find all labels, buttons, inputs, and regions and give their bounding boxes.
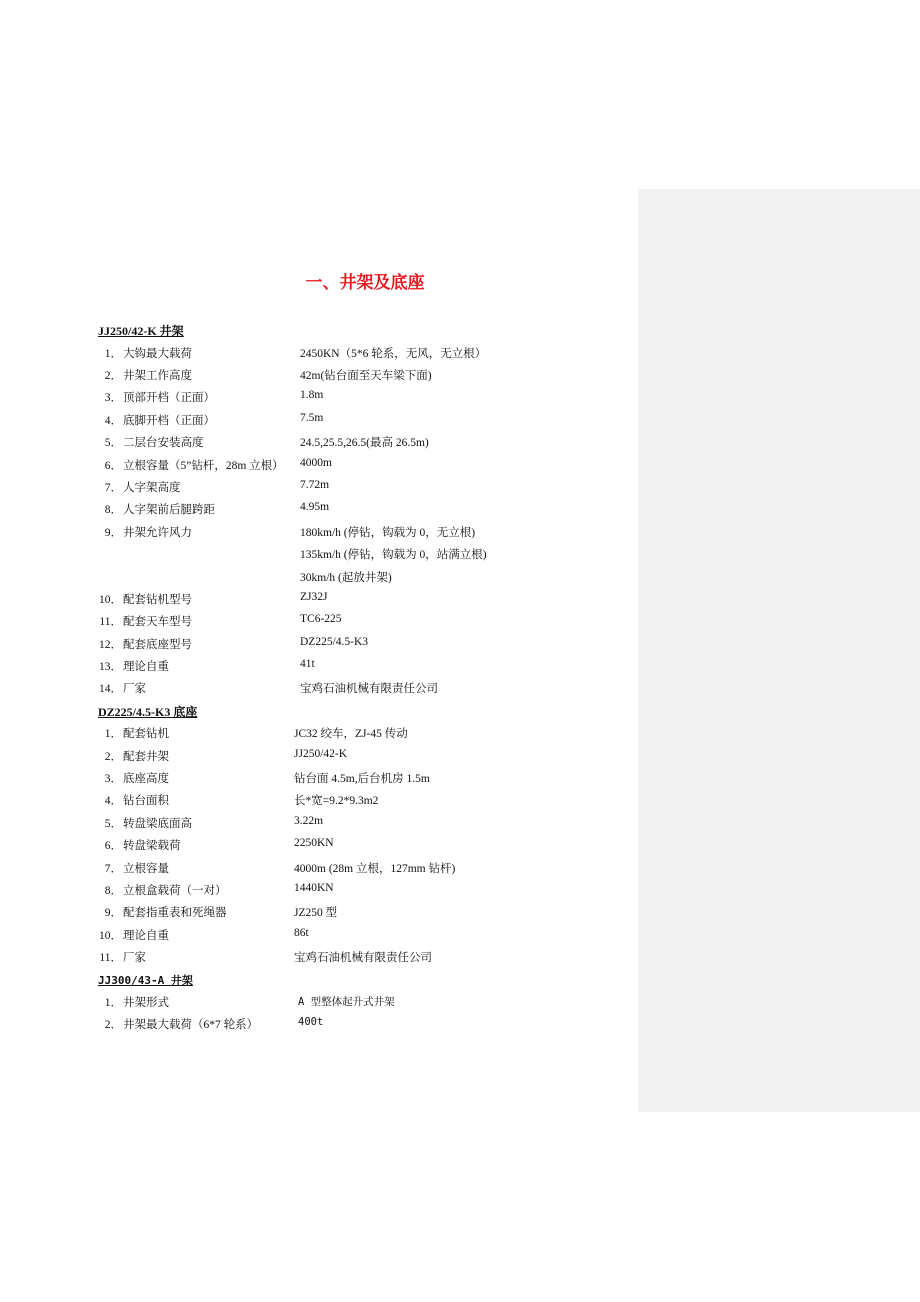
spec-value: 42m(钻台面至天车梁下面) (300, 370, 432, 382)
spec-value: A 型整体起升式井架 (298, 996, 395, 1008)
spec-value: 7.72m (300, 479, 330, 491)
spec-value: TC6-225 (300, 613, 342, 625)
spec-value: 30km/h (起放井架) (300, 572, 392, 584)
spec-label: 井架允许风力 (123, 527, 192, 539)
spec-label: 配套钻机 (123, 728, 169, 740)
spec-label: 大钩最大载荷 (123, 348, 192, 360)
spec-label: 厂家 (123, 952, 146, 964)
row-number: 11． (99, 952, 122, 964)
row-number: 2． (104, 1019, 122, 1031)
page-title: 一、井架及底座 (305, 273, 425, 293)
row-number: 7． (104, 482, 122, 494)
row-number: 6． (104, 460, 122, 472)
row-number: 10． (99, 594, 122, 606)
spec-label: 配套指重表和死绳器 (123, 907, 227, 919)
spec-label: 人字架前后腿跨距 (123, 504, 215, 516)
spec-label: 立根容量 (123, 863, 169, 875)
spec-label: 二层台安装高度 (123, 437, 204, 449)
row-number: 4． (104, 415, 122, 427)
row-number: 10． (99, 930, 122, 942)
spec-label: 配套天车型号 (123, 616, 192, 628)
spec-value: 宝鸡石油机械有限责任公司 (300, 683, 438, 695)
spec-value: 长*宽=9.2*9.3m2 (294, 795, 379, 807)
spec-value: 400t (298, 1016, 324, 1028)
row-number: 3． (104, 392, 122, 404)
row-number: 9． (104, 907, 122, 919)
row-number: 1． (104, 348, 122, 360)
row-number: 5． (104, 818, 122, 830)
row-number: 3． (104, 773, 122, 785)
spec-value: 钻台面 4.5m,后台机房 1.5m (294, 773, 430, 785)
spec-label: 井架最大载荷（6*7 轮系） (123, 1019, 259, 1031)
row-number: 8． (104, 504, 122, 516)
spec-label: 厂家 (123, 683, 146, 695)
row-number: 12． (99, 639, 122, 651)
row-number: 9． (104, 527, 122, 539)
section-heading-jj300: JJ300/43-A 井架 (98, 974, 193, 987)
spec-label: 人字架高度 (123, 482, 181, 494)
spec-label: 井架工作高度 (123, 370, 192, 382)
spec-value: JJ250/42-K (294, 748, 348, 760)
spec-label: 顶部开档（正面） (123, 392, 215, 404)
spec-label: 转盘梁底面高 (123, 818, 192, 830)
spec-value: 41t (300, 658, 315, 670)
spec-label: 配套井架 (123, 751, 169, 763)
row-number: 8． (104, 885, 122, 897)
spec-value: 2450KN（5*6 轮系，无风，无立根） (300, 348, 487, 360)
row-number: 5． (104, 437, 122, 449)
row-number: 7． (104, 863, 122, 875)
row-number: 11． (99, 616, 122, 628)
spec-value: 7.5m (300, 412, 324, 424)
row-number: 1． (104, 728, 122, 740)
row-number: 13． (99, 661, 122, 673)
spec-value: 135km/h (停钻，钩载为 0，站满立根) (300, 549, 487, 561)
spec-value: DZ225/4.5-K3 (300, 636, 369, 648)
spec-value: 1.8m (300, 389, 324, 401)
spec-label: 钻台面积 (123, 795, 169, 807)
spec-label: 底脚开档（正面） (123, 415, 215, 427)
section-heading-dz225: DZ225/4.5-K3 底座 (98, 705, 198, 719)
spec-value: 4000m (28m 立根，127mm 钻杆) (294, 863, 456, 875)
spec-label: 底座高度 (123, 773, 169, 785)
row-number: 6． (104, 840, 122, 852)
row-number: 4． (104, 795, 122, 807)
row-number: 2． (104, 751, 122, 763)
spec-label: 转盘梁载荷 (123, 840, 181, 852)
spec-value: 宝鸡石油机械有限责任公司 (294, 952, 432, 964)
row-number: 2． (104, 370, 122, 382)
row-number: 1． (104, 997, 122, 1009)
spec-label: 立根盒载荷（一对） (123, 885, 227, 897)
row-number: 14． (99, 683, 122, 695)
spec-label: 配套底座型号 (123, 639, 192, 651)
section-heading-jj250: JJ250/42-K 井架 (98, 324, 184, 338)
spec-value: 180km/h (停钻，钩载为 0，无立根) (300, 527, 476, 539)
spec-label: 井架形式 (123, 997, 169, 1009)
spec-value: 4.95m (300, 501, 330, 513)
comment-margin-panel (638, 189, 920, 1112)
spec-value: JC32 绞车，ZJ-45 传动 (294, 728, 408, 740)
spec-value: 1440KN (294, 882, 334, 894)
spec-value: 3.22m (294, 815, 324, 827)
spec-value: 24.5,25.5,26.5(最高 26.5m) (300, 437, 429, 449)
spec-value: 86t (294, 927, 309, 939)
spec-label: 立根容量（5”钻杆，28m 立根） (123, 460, 284, 472)
spec-label: 理论自重 (123, 930, 169, 942)
spec-value: ZJ32J (300, 591, 328, 603)
spec-value: 2250KN (294, 837, 334, 849)
spec-value: 4000m (300, 457, 332, 469)
spec-label: 理论自重 (123, 661, 169, 673)
spec-value: JZ250 型 (294, 907, 338, 919)
spec-label: 配套钻机型号 (123, 594, 192, 606)
